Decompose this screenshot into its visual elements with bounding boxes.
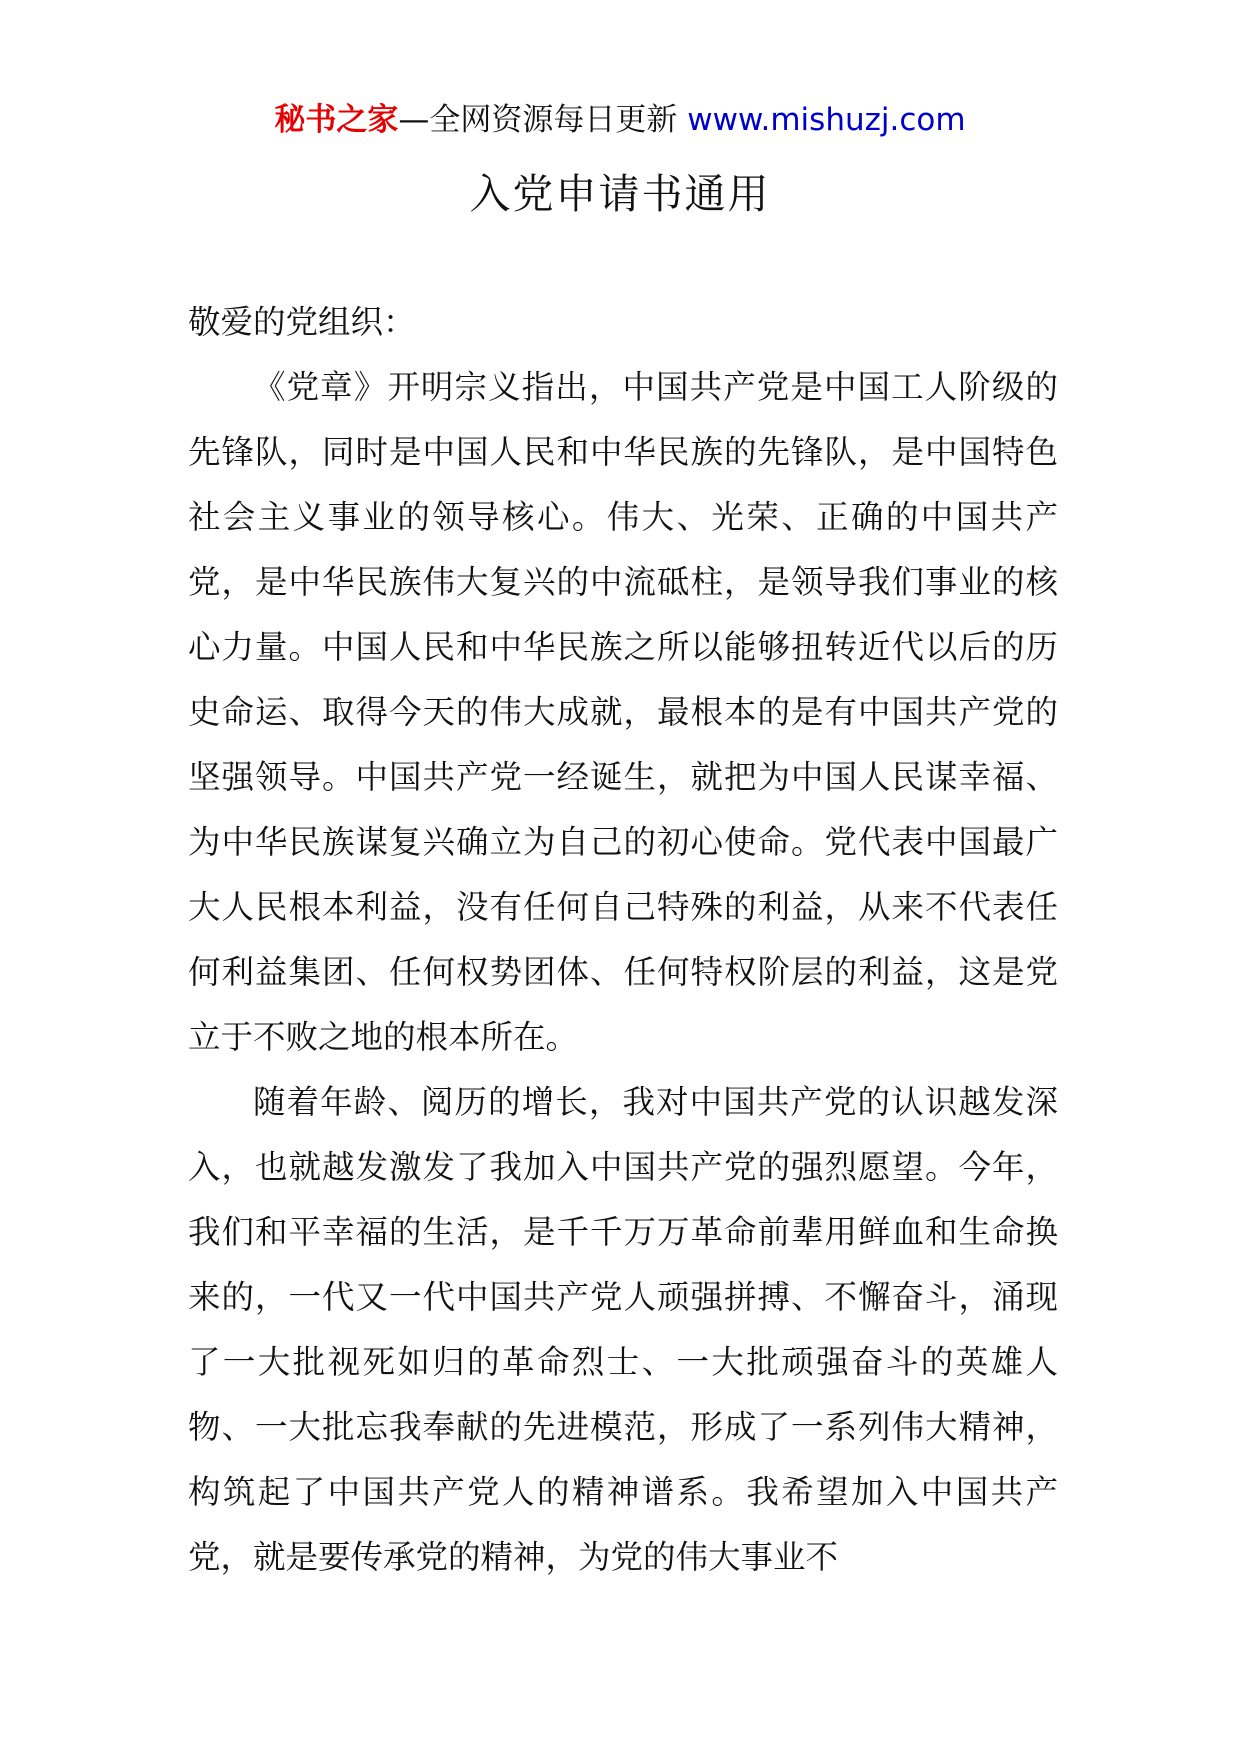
document-title: 入党申请书通用: [469, 170, 771, 218]
salutation: 敬爱的党组织：: [188, 303, 416, 341]
header-slogan: —全网资源每日更新: [398, 102, 678, 138]
body-paragraph-1: 《党章》开明宗义指出，中国共产党是中国工人阶级的先锋队，同时是中国人民和中华民族的先锋队，是中国特色社会主义事业的领导核心。伟大、光荣、正确的中国共产党，是中华民族伟大复兴的中流砥柱，是领导我们事业的核心力量。中国人民和中华民族之所以能够扭转近代以后的历史命运、取得今天的伟大成就，最根本的是有中国共产党的坚强领导。中国共产党一经诞生，就把为中国人民谋幸福、为中华民族谋复兴确立为自己的初心使命。党代表中国最广大人民根本利益，没有任何自己特殊的利益，从来不代表任何利益集团、任何权势团体、任何特权阶层的利益，这是党立于不败之地的根本所在。: [188, 368, 1058, 1056]
body-paragraph-2: 随着年龄、阅历的增长，我对中国共产党的认识越发深入，也就越发激发了我加入中国共产党的强烈愿望。今年，我们和平幸福的生活，是千千万万革命前辈用鲜血和生命换来的，一代又一代中国共产党人顽强拼搏、不懈奋斗，涌现了一大批视死如归的革命烈士、一大批顽强奋斗的英雄人物、一大批忘我奉献的先进模范，形成了一系列伟大精神，构筑起了中国共产党人的精神谱系。我希望加入中国共产党，就是要传承党的精神，为党的伟大事业不: [188, 1083, 1058, 1576]
brand-name: 秘书之家: [274, 102, 399, 138]
site-header: [0, 100, 1240, 140]
site-url-link[interactable]: www.mishuzj.com: [687, 102, 966, 138]
document-body: [188, 290, 1058, 1590]
